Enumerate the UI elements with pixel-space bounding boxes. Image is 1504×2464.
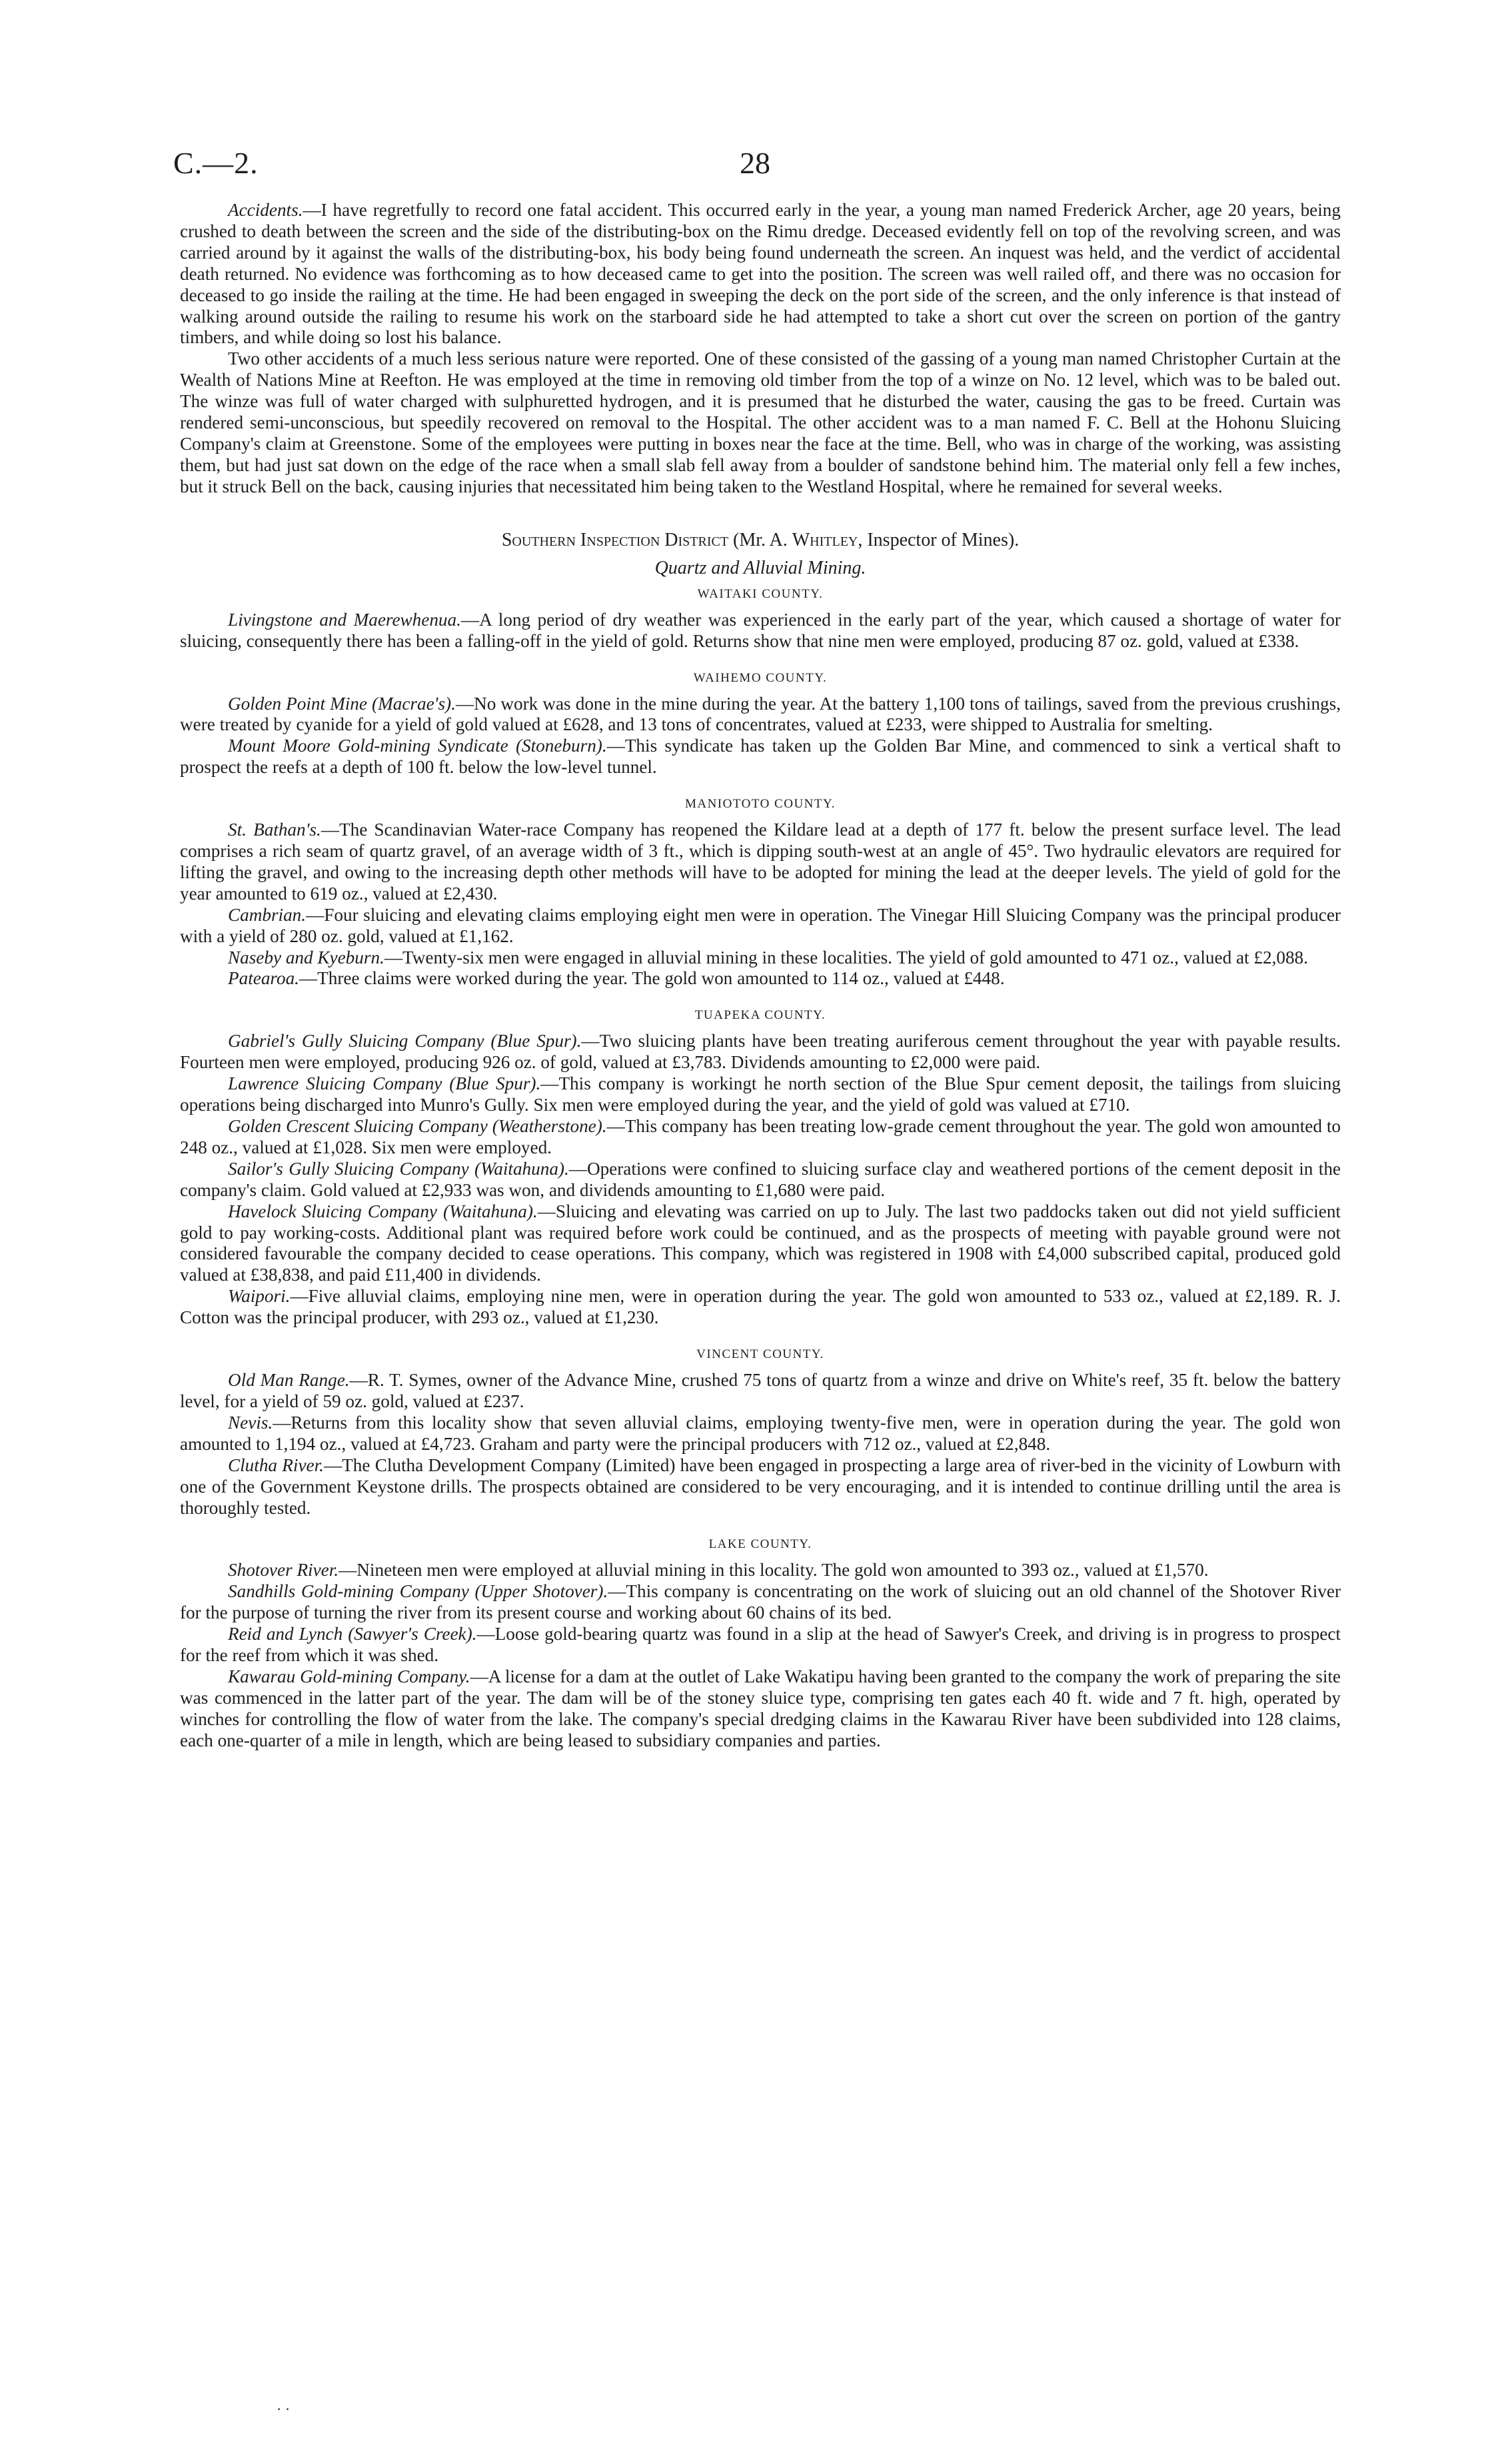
- entry-paragraph: [180, 1455, 1341, 1519]
- entry-text: —Two sluicing plants have been treating auriferous cement throughout the year with payable results. Fourteen men were employed, producing 926 oz. of gold, valued at £3,783. Dividends amounting to £2,000 were paid.: [180, 1031, 1341, 1073]
- entry-text: —R. T. Symes, owner of the Advance Mine, crushed 75 tons of quartz from a winze and drive on White's reef, 35 ft. below the battery level, for a yield of 59 oz. gold, valued at £237.: [180, 1370, 1341, 1411]
- entry-lead: St. Bathan's.: [228, 820, 321, 840]
- entry-lead: Old Man Range.: [228, 1370, 350, 1391]
- entry-lead: Lawrence Sluicing Company (Blue Spur).: [228, 1073, 541, 1094]
- entry-lead: Clutha River.: [228, 1455, 324, 1475]
- document-page: [173, 145, 1341, 1752]
- paragraph-text: —I have regretfully to record one fatal accident. This occurred early in the year, a young man named Frederick Archer, age 20 years, being crushed to death between the screen and the side of the distributing-box on the Rimu dredge. Deceased evidently fell on top of the revolving screen, and was carried around by it against the walls of the distributing-box, his body being found underneath the screen. An inquest was held, and the verdict of accidental death returned. No evidence was forthcoming as to how deceased came to get into the position. The screen was well railed off, and there was no occasion for deceased to go inside the railing at the time. He had been engaged in sweeping the deck on the port side of the screen, and the only inference is that instead of walking around outside the railing to resume his work on the starboard side he had attempted to take a short cut over the screen on portion of the gantry timbers, and while doing so lost his balance.: [180, 200, 1341, 348]
- county-heading-tuapeka: TUAPEKA COUNTY.: [694, 1008, 826, 1023]
- entry-lead: Livingstone and Maerewhenua.: [228, 609, 461, 630]
- entry-paragraph: [180, 1560, 1341, 1581]
- page-number: 28: [740, 146, 770, 180]
- entry-paragraph: [180, 694, 1341, 736]
- entry-lead: Kawarau Gold-mining Company.: [228, 1666, 470, 1686]
- entry-paragraph: [180, 1666, 1341, 1752]
- entry-paragraph: [180, 1286, 1341, 1329]
- page-header: [173, 145, 1341, 192]
- entry-lead: Golden Crescent Sluicing Company (Weatherstone).: [228, 1116, 607, 1136]
- entry-lead: Mount Moore Gold-mining Syndicate (Stoneburn).: [228, 736, 607, 756]
- entry-lead: Cambrian.: [228, 904, 307, 925]
- entry-text: —This company has been treating low-grade cement throughout the year. The gold won amounted to 248 oz., valued at £1,028. Six men were employed.: [180, 1116, 1341, 1157]
- entry-text: —Three claims were worked during the year. The gold won amounted to 114 oz., valued at £448.: [299, 968, 1005, 989]
- footer-printer-marks: · ·: [277, 2401, 291, 2417]
- county-heading-maniototo: MANIOTOTO COUNTY.: [684, 797, 836, 812]
- entry-paragraph: [180, 610, 1341, 652]
- county-heading-lake: LAKE COUNTY.: [708, 1537, 812, 1552]
- entry-paragraph: [180, 1624, 1341, 1666]
- district-heading: [180, 527, 1341, 554]
- inspector-prefix: (Mr. A.: [728, 529, 792, 550]
- entry-paragraph: [180, 1370, 1341, 1413]
- entry-lead: Naseby and Kyeburn.: [228, 947, 384, 967]
- entry-text: —This syndicate has taken up the Golden Bar Mine, and commenced to sink a vertical shaft to prospect the reefs at a depth of 100 ft. below the low-level tunnel.: [180, 736, 1341, 778]
- document-body: [180, 200, 1341, 1752]
- entry-text: —No work was done in the mine during the year. At the battery 1,100 tons of tailings, saved from the previous crushings, were treated by cyanide for a yield of gold valued at £628, and 13 tons of concentrates, valued at £233, were shipped to Australia for smelting.: [180, 693, 1341, 735]
- entry-text: —This company is workingt he north section of the Blue Spur cement deposit, the tailings from sluicing operations being discharged into Munro's Gully. Six men were employed during the year, and the yield of gold was valued at £710.: [180, 1073, 1341, 1115]
- entry-paragraph: [180, 968, 1341, 989]
- entry-text: —Loose gold-bearing quartz was found in a slip at the head of Sawyer's Creek, and driving is in progress to prospect for the reef from which it was shed.: [180, 1624, 1341, 1666]
- county-heading-waihemo: WAIHEMO COUNTY.: [693, 670, 828, 685]
- entry-paragraph: [180, 1031, 1341, 1073]
- entry-lead: Nevis.: [228, 1412, 273, 1433]
- mining-subheading: Quartz and Alluvial Mining.: [654, 557, 866, 578]
- entry-paragraph: [180, 1159, 1341, 1201]
- entry-lead: Shotover River.: [228, 1560, 339, 1580]
- inspector-suffix: , Inspector of Mines).: [858, 529, 1020, 550]
- entry-paragraph: [180, 905, 1341, 947]
- entry-text: —Four sluicing and elevating claims employing eight men were in operation. The Vinegar Hill Sluicing Company was the principal producer with a yield of 280 oz. gold, valued at £1,162.: [180, 904, 1341, 946]
- entry-text: —Five alluvial claims, employing nine men, were in operation during the year. The gold won amounted to 533 oz., valued at £2,189. R. J. Cotton was the principal producer, with 293 oz., valued at £1,230.: [180, 1286, 1341, 1328]
- entry-text: —Twenty-six men were engaged in alluvial mining in these localities. The yield of gold amounted to 471 oz., valued at £2,088.: [384, 947, 1308, 967]
- report-reference: C.—2.: [173, 146, 259, 180]
- county-heading-vincent: VINCENT COUNTY.: [696, 1347, 824, 1362]
- paragraph-text: Two other accidents of a much less serious nature were reported. One of these consisted of the gassing of a young man named Christopher Curtain at the Wealth of Nations Mine at Reefton. He was employed at the time in removing old timber from the top of a winze on No. 12 level, which was to be baled out. The winze was full of water charged with sulphuretted hydrogen, and it is presumed that he disturbed the water, causing the gas to be freed. Curtain was rendered semi-unconscious, but speedily recovered on removal to the Hospital. The other accident was to a man named F. C. Bell at the Hohonu Sluicing Company's claim at Greenstone. Some of the employees were putting in boxes near the face at the time. Bell, who was in charge of the working, was assisting them, but had just sat down on the edge of the race when a small slab fell away from a boulder of sandstone behind him. The material only fell a few inches, but it struck Bell on the back, causing injuries that necessitated him being taken to the Westland Hospital, where he remained for several weeks.: [180, 348, 1341, 496]
- entry-lead: Golden Point Mine (Macrae's).: [228, 693, 456, 714]
- district-title: Southern Inspection District: [501, 529, 729, 550]
- entry-lead: Sailor's Gully Sluicing Company (Waitahuna).: [228, 1158, 569, 1179]
- entry-text: —Operations were confined to sluicing surface clay and weathered portions of the cement deposit in the company's claim. Gold valued at £2,933 was won, and dividends amounting to £1,680 were paid.: [180, 1158, 1341, 1200]
- entry-paragraph: [180, 1116, 1341, 1159]
- inspector-name: Whitley: [792, 529, 858, 550]
- entry-paragraph: [180, 1073, 1341, 1116]
- entry-paragraph: [180, 947, 1341, 969]
- entry-paragraph: [180, 1201, 1341, 1287]
- entry-paragraph: [180, 1581, 1341, 1624]
- entry-lead: Havelock Sluicing Company (Waitahuna).: [228, 1201, 538, 1221]
- entry-lead: Gabriel's Gully Sluicing Company (Blue Spur).: [228, 1031, 582, 1051]
- entry-paragraph: [180, 820, 1341, 905]
- entry-lead: Reid and Lynch (Sawyer's Creek).: [228, 1624, 477, 1644]
- paragraph-lead: Accidents.: [228, 200, 303, 220]
- county-heading-waitaki: WAITAKI COUNTY.: [697, 586, 824, 601]
- entry-text: —Nineteen men were employed at alluvial mining in this locality. The gold won amounted to 393 oz., valued at £1,570.: [339, 1560, 1209, 1580]
- entry-text: —A long period of dry weather was experienced in the early part of the year, which caused a shortage of water for sluicing, consequently there has been a falling-off in the yield of gold. Returns show that nine men were employed, producing 87 oz. gold, valued at £338.: [180, 609, 1341, 651]
- entry-text: —Returns from this locality show that seven alluvial claims, employing twenty-five men, were in operation during the year. The gold won amounted to 1,194 oz., valued at £4,723. Graham and party were the principal producers with 712 oz., valued at £2,848.: [180, 1412, 1341, 1454]
- entry-lead: Waipori.: [228, 1286, 291, 1307]
- entry-lead: Patearoa.: [228, 968, 299, 989]
- entry-text: —The Scandinavian Water-race Company has reopened the Kildare lead at a depth of 177 ft. below the present surface level. The lead comprises a rich seam of quartz gravel, of an average width of 3 ft., which is dipping south-west at an angle of 45°. Two hydraulic elevators are required for lifting the gravel, and owing to the increasing depth other methods will have to be adopted for mining the lead at the deeper levels. The yield of gold for the year amounted to 619 oz., valued at £2,430.: [180, 820, 1341, 904]
- entry-text: —Sluicing and elevating was carried on up to July. The last two paddocks taken out did not yield sufficient gold to pay working-costs. Additional plant was required before work could be continued, and as the prospects of meeting with payable ground were not considered favourable the company decided to cease operations. This company, which was registered in 1908 with £4,000 subscribed capital, produced gold valued at £38,838, and paid £11,400 in dividends.: [180, 1201, 1341, 1285]
- accidents-paragraph: [180, 200, 1341, 348]
- entry-lead: Sandhills Gold-mining Company (Upper Shotover).: [228, 1581, 608, 1602]
- entry-text: —This company is concentrating on the work of sluicing out an old channel of the Shotover River for the purpose of turning the river from its present course and working about 60 chains of its bed.: [180, 1581, 1341, 1623]
- entry-text: —A license for a dam at the outlet of Lake Wakatipu having been granted to the company the work of preparing the site was commenced in the latter part of the year. The dam will be of the stoney sluice type, comprising ten gates each 40 ft. wide and 7 ft. high, operated by winches for controlling the flow of water from the lake. The company's special dredging claims in the Kawarau River have been subdivided into 128 claims, each one-quarter of a mile in length, which are being leased to subsidiary companies and parties.: [180, 1666, 1341, 1750]
- entry-paragraph: [180, 1413, 1341, 1455]
- other-accidents-paragraph: [180, 348, 1341, 497]
- entry-text: —The Clutha Development Company (Limited) have been engaged in prospecting a large area of river-bed in the vicinity of Lowburn with one of the Government Keystone drills. The prospects obtained are considered to be very encouraging, and it is intended to continue drilling until the area is thoroughly tested.: [180, 1455, 1341, 1518]
- entry-paragraph: [180, 736, 1341, 778]
